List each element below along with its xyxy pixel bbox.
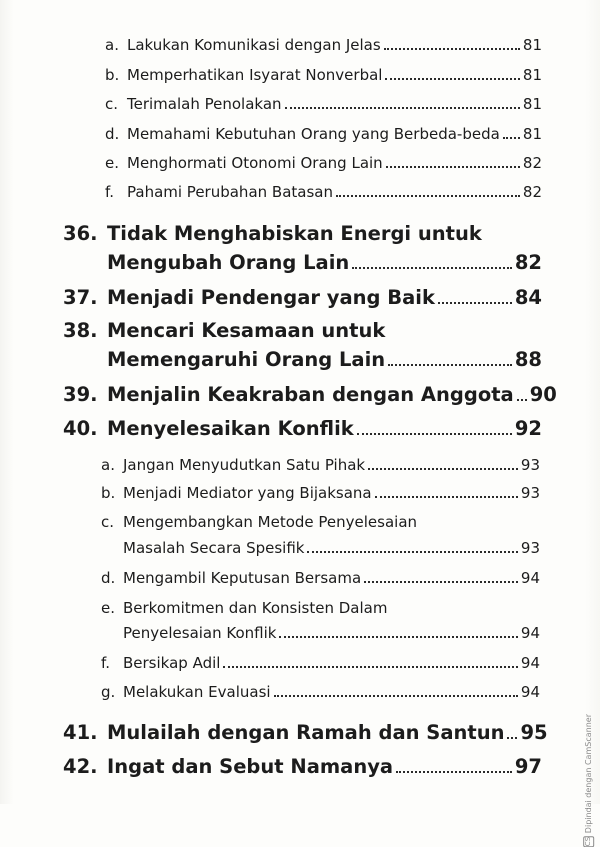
camscanner-logo-icon: CS [584, 836, 592, 847]
page-number: 94 [520, 569, 540, 587]
page-number: 94 [520, 654, 540, 672]
chapter-title: Menjalin Keakraban dengan Anggota [107, 383, 514, 406]
page-number: 81 [522, 95, 542, 113]
page-number: 93 [520, 484, 540, 502]
dot-leader [279, 636, 517, 638]
page-number: 92 [514, 417, 542, 440]
toc-chapter-40[interactable] [107, 419, 542, 439]
chapter-number: 39. [63, 383, 98, 406]
dot-leader [223, 666, 517, 668]
entry-letter: d. [105, 125, 120, 143]
toc-sub-entry-e[interactable] [105, 154, 542, 172]
chapter-title-line1[interactable]: Tidak Menghabiskan Energi untuk [107, 222, 482, 245]
dot-leader [368, 468, 518, 470]
entry-title: Jangan Menyudutkan Satu Pihak [123, 456, 366, 474]
entry-title: Menghormati Otonomi Orang Lain [127, 154, 383, 172]
entry-letter: a. [105, 36, 119, 54]
chapter-number: 40. [63, 417, 98, 440]
chapter-title-line1[interactable]: Mencari Kesamaan untuk [107, 319, 386, 342]
toc-chapter-41[interactable] [107, 721, 548, 744]
scanner-watermark [583, 714, 594, 847]
toc-chapter-37[interactable] [107, 288, 542, 308]
entry-letter: c. [105, 95, 119, 113]
toc-chapter-38[interactable] [107, 350, 542, 370]
chapter-number: 42. [63, 755, 98, 778]
page-number: 82 [522, 154, 542, 172]
toc-chapter-39[interactable] [107, 383, 557, 406]
toc-chapter-36[interactable] [107, 253, 542, 273]
page-number: 93 [520, 539, 540, 557]
chapter-number: 41. [63, 721, 98, 744]
dot-leader [375, 496, 518, 498]
page-number: 88 [514, 348, 542, 371]
toc-ch40-sub-c[interactable] [123, 541, 540, 556]
toc-ch40-sub-d[interactable] [101, 569, 540, 587]
entry-title: Pahami Perubahan Batasan [127, 183, 333, 201]
entry-title: Memahami Kebutuhan Orang yang Berbeda-beda [127, 125, 500, 143]
entry-title: Bersikap Adil [123, 654, 221, 672]
entry-letter: c. [101, 513, 115, 531]
chapter-title: Menyelesaikan Konflik [107, 417, 354, 440]
chapter-title: Menjadi Pendengar yang Baik [107, 286, 435, 309]
chapter-number: 38. [63, 319, 98, 342]
entry-letter: b. [105, 66, 120, 84]
page-number: 81 [522, 66, 542, 84]
entry-letter: a. [101, 456, 115, 474]
page-number: 93 [520, 456, 540, 474]
page-number: 90 [529, 383, 557, 406]
toc-sub-entry-d[interactable] [105, 125, 542, 143]
dot-leader [384, 48, 520, 50]
toc-sub-entry-f[interactable] [105, 183, 542, 201]
chapter-number: 37. [63, 286, 98, 309]
page-number: 97 [514, 755, 542, 778]
entry-title: Mengambil Keputusan Bersama [123, 569, 362, 587]
chapter-title-line2: Memengaruhi Orang Lain [107, 348, 386, 371]
dot-leader [386, 166, 520, 168]
entry-title: Menjadi Mediator yang Bijaksana [123, 484, 372, 502]
dot-leader [503, 137, 520, 139]
dot-leader [285, 107, 520, 109]
entry-letter: e. [105, 154, 119, 172]
dot-leader [388, 364, 512, 366]
page-number: 94 [520, 624, 540, 642]
dot-leader [517, 399, 527, 401]
entry-letter: g. [101, 683, 116, 701]
dot-leader [352, 267, 512, 269]
entry-title-line2: Masalah Secara Spesifik [123, 539, 305, 557]
dot-leader [438, 302, 512, 304]
entry-letter: d. [101, 569, 116, 587]
toc-ch40-sub-b[interactable] [101, 484, 540, 502]
chapter-title: Ingat dan Sebut Namanya [107, 755, 394, 778]
watermark-text: Dipindai dengan CamScanner [584, 714, 593, 834]
toc-ch40-sub-g[interactable] [101, 683, 540, 701]
entry-letter: f. [101, 654, 110, 672]
toc-ch40-sub-f[interactable] [101, 654, 540, 672]
chapter-number: 36. [63, 222, 98, 245]
toc-chapter-42[interactable] [107, 757, 542, 777]
toc-sub-entry-a[interactable] [105, 36, 542, 54]
page-number: 82 [514, 251, 542, 274]
entry-title: Lakukan Komunikasi dengan Jelas [127, 36, 381, 54]
dot-leader [385, 78, 519, 80]
entry-title: Memperhatikan Isyarat Nonverbal [127, 66, 383, 84]
dot-leader [396, 771, 512, 773]
toc-ch40-sub-a[interactable] [101, 456, 540, 474]
dot-leader [336, 195, 520, 197]
dot-leader [364, 581, 518, 583]
chapter-title: Mulailah dengan Ramah dan Santun [107, 721, 505, 744]
entry-title-line1[interactable]: Berkomitmen dan Konsisten Dalam [123, 599, 388, 617]
entry-title: Melakukan Evaluasi [123, 683, 271, 701]
dot-leader [274, 695, 518, 697]
toc-sub-entry-b[interactable] [105, 66, 542, 84]
dot-leader [307, 551, 517, 553]
entry-title-line2: Penyelesaian Konflik [123, 624, 277, 642]
dot-leader [507, 737, 517, 739]
entry-title-line1[interactable]: Mengembangkan Metode Penyelesaian [123, 513, 418, 531]
page-number: 81 [522, 36, 542, 54]
entry-letter: f. [105, 183, 114, 201]
dot-leader [357, 433, 512, 435]
page-number: 95 [520, 721, 548, 744]
page-number: 94 [520, 683, 540, 701]
page-number: 84 [514, 286, 542, 309]
chapter-title-line2: Mengubah Orang Lain [107, 251, 350, 274]
entry-letter: e. [101, 599, 115, 617]
page-number: 81 [522, 125, 542, 143]
toc-sub-entry-c[interactable] [105, 95, 542, 113]
page-number: 82 [522, 183, 542, 201]
toc-ch40-sub-e[interactable] [123, 626, 540, 641]
entry-title: Terimalah Penolakan [127, 95, 282, 113]
entry-letter: b. [101, 484, 116, 502]
